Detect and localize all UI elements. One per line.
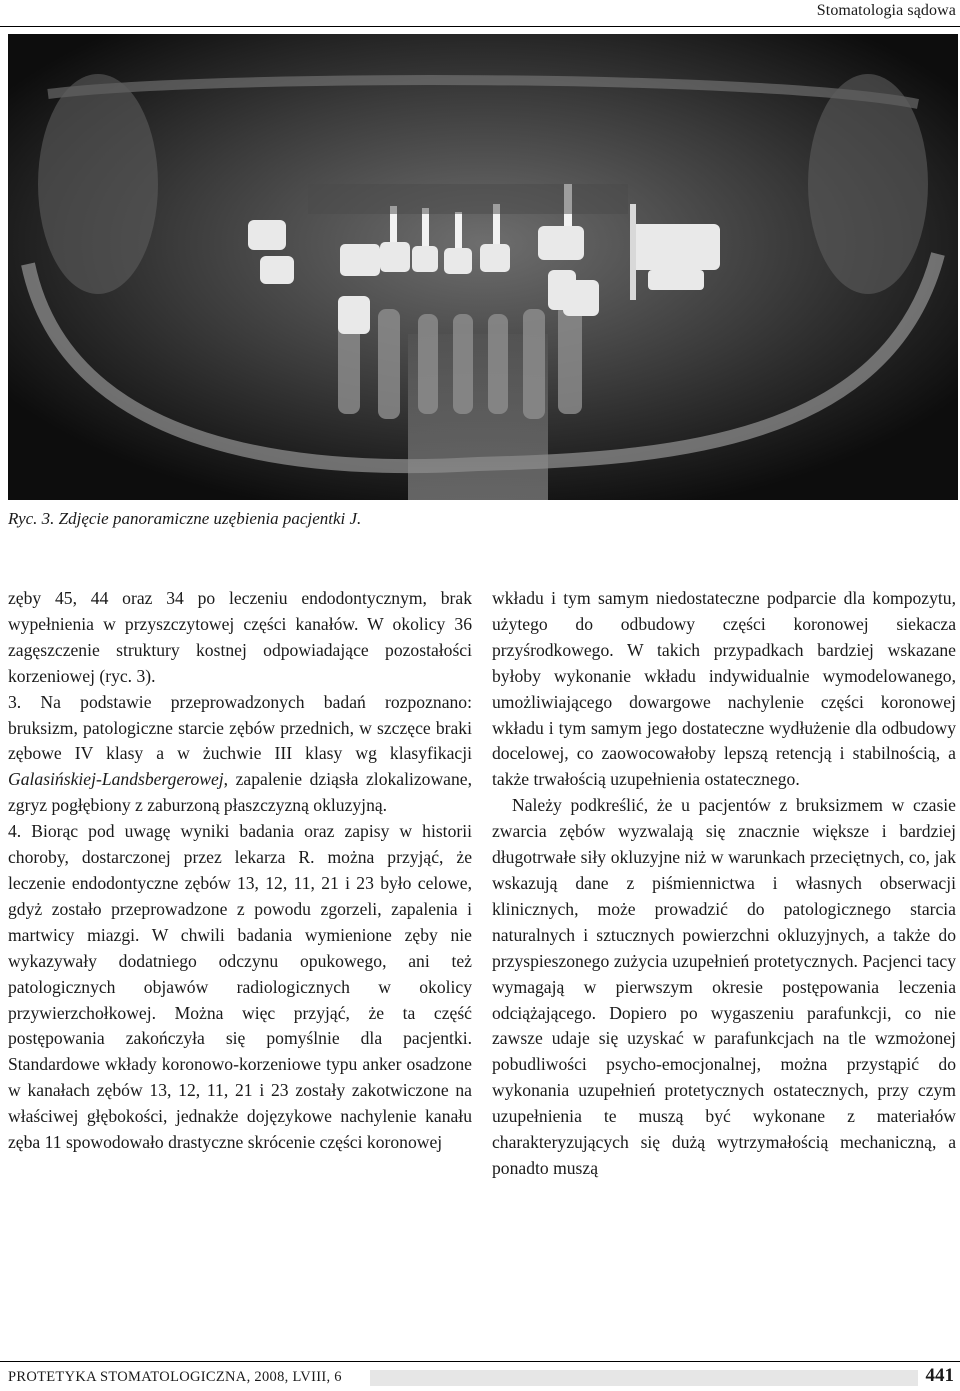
paragraph: zęby 45, 44 oraz 34 po leczeniu endodontycznym, brak wypełnienia w przyszczytowej części kanałów. W okolicy 36 zagęszczenie struktury kostnej odpowiadające pozostałości korzeniowej (ryc. 3). xyxy=(8,588,472,686)
journal-citation: PROTETYKA STOMATOLOGICZNA, 2008, LVIII, 6 xyxy=(8,1369,342,1385)
page-number: 441 xyxy=(925,1365,954,1386)
item-text: 3. Na podstawie przeprowadzonych badań rozpoznano: bruksizm, patologiczne starcie zębów przednich, w szczęce braki zębowe IV klasy a w żuchwie III klasy wg klasyfikacji xyxy=(8,691,472,764)
list-item-3 xyxy=(8,690,472,820)
running-header: Stomatologia sądowa xyxy=(816,2,956,19)
panoramic-xray-image xyxy=(8,34,958,500)
footer-band xyxy=(370,1370,918,1386)
paragraph: Należy podkreślić, że u pacjentów z bruksizmem w czasie zwarcia zębów wyzwalają się znacznie większe i bardziej długotrwałe siły okluzyjne niż w warunkach przeciętnych, co, jak wskazują dane z piśmiennictwa i własnych obserwacji klinicznych, może prowadzić do patologicznego starcia naturalnych i sztucznych powierzchni okluzyjnych, a także do przyspieszonego zużycia uzupełnień protetycznych. Pacjenci tacy wymagają w pierwszym okresie postępowania leczenia odciążającego. Dopiero po wygaszeniu parafunkcji, co nie zawsze udaje się uzyskać w parafunkcjach na tle wzmożonej pobudliwości psycho-emocjonalnej, można przystąpić do wykonania uzupełnień protetycznych ostatecznych, przy czym uzupełnienia te muszą być wykonane z materiałów charakteryzujących się dużą wytrzymałością mechaniczną, a ponadto muszą xyxy=(492,795,956,1178)
footer-rule xyxy=(0,1361,960,1362)
classification-name: Galasińskiej-Landsbergerowej xyxy=(8,769,224,790)
left-text-column xyxy=(8,586,472,1156)
list-item-4: 4. Biorąc pod uwagę wyniki badania oraz zapisy w historii choroby, dostarczonej przez lekarza R. można przyjąć, że leczenie endodontyczne zębów 13, 12, 11, 21 i 23 było celowe, gdyż zostało przeprowadzone z powodu zgorzeli, zapalenia i martwicy miazgi. W chwili badania wymienione zęby nie wykazywały dodatniego odczynu opukowego, ani też patologicznych objawów radiologicznych w okolicy przywierzchołkowej. Można więc przyjąć, że ta część postępowania zakończyła się pomyślnie dla pacjentki. Standardowe wkłady koronowo-korzeniowe typu anker osadzone w kanałach zębów 13, 12, 11, 21 i 23 zostały zakotwiczone na właściwej głębokości, jednakże dojęzykowe nachylenie kanału zęba 11 spowodowało drastyczne skrócenie części koronowej xyxy=(8,821,472,1153)
right-text-column xyxy=(492,586,956,1182)
figure-caption: Ryc. 3. Zdjęcie panoramiczne uzębienia pacjentki J. xyxy=(8,509,362,528)
header-rule xyxy=(0,26,960,27)
item-text: , zapalenie dziąsła zlokalizowane, zgryz pogłębiony z zaburzoną płaszczyzną okluzyjną. xyxy=(8,769,472,816)
paragraph: wkładu i tym samym niedostateczne podparcie dla kompozytu, użytego do odbudowy części koronowej siekacza przyśrodkowego. W takich przypadkach bardziej wskazane byłoby wykonanie wkładu indywidualnie wymodelowanego, umożliwiającego dowargowe nachylenie części koronowej wkładu i tym samym jego dostateczne wydłużenie dla odbudowy docelowej, co zaowocowałoby lepszą retencją i stabilnością, a także trwałością uzupełnienia ostatecznego. xyxy=(492,588,956,790)
